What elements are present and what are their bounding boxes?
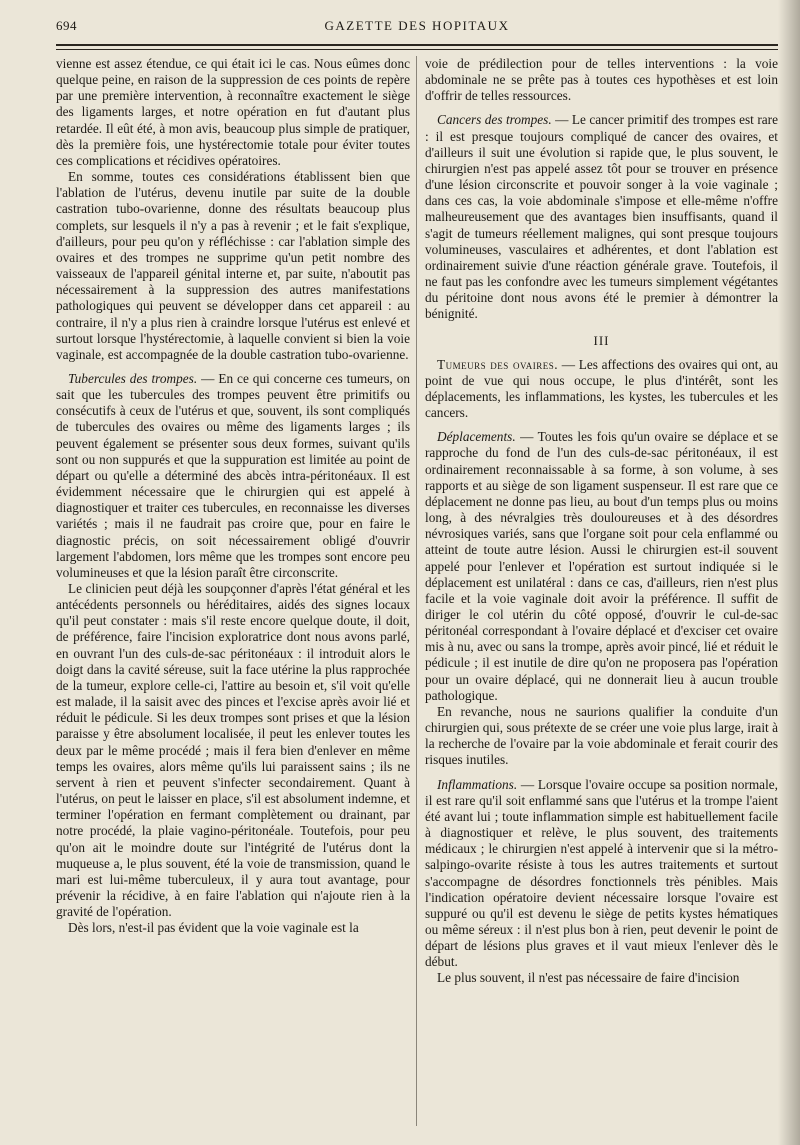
run-in-heading: Inflammations. bbox=[437, 776, 518, 792]
paragraph-body: — Le cancer primitif des trompes est rare : il est presque toujours compliqué de cancer des ovaires, et d'ailleurs il suit une évolution si rapide que, le plus souvent, le chirurgien n'est pas appelé assez tôt pour se trouver en présence d'une lésion circonscrite et pouvoir songer à la voie vaginale ; dans ces cas, la voie abdominale s'impose et elle-même n'offre malheureusement que des avantages bien insuffisants, quand il s'agit de tumeurs réellement malignes, qui sont presque toujours volumineuses, vasculaires et adhérentes, et dont l'ablation est ordinairement suivie d'une réaction générale grave. Toutefois, il ne faut pas les confondre avec les tumeurs simplement végétantes du péritoine dont nous avons été le premier à démontrer la bénignité. bbox=[425, 112, 778, 322]
paragraph: voie de prédilection pour de telles interventions : la voie abdominale ne se prête pas à toutes ces hypothèses et est loin d'offrir de telles ressources. bbox=[425, 56, 778, 104]
paragraph: En revanche, nous ne saurions qualifier la conduite d'un chirurgien qui, sous prétexte de se créer une voie plus large, irait à la recherche de l'ovaire par la voie abdominale et ferait courir des risques inutiles. bbox=[425, 703, 778, 768]
section-number: III bbox=[593, 332, 610, 348]
run-in-heading: Déplacements. bbox=[437, 429, 516, 445]
paragraph-body: — Lorsque l'ovaire occupe sa position normale, il est rare qu'il soit enflammé sans que l'utérus et la trompe l'aient été avant lui ; toute inflammation simple est habituellement facile à diagnostiquer et relève, le plus souvent, des traitements médicaux ; le chirurgien n'est appelé à intervenir que si la métro-salpingo-ovarite résiste à tous les autres traitements et surtout s'accompagne de désordres fonctionnels très pénibles. Mais l'indication opératoire devient nécessaire lorsque l'ovaire est suppuré ou qu'il est devenu le siège de petits kystes hématiques ou même séreux : il n'est plus bon à rien, peut devenir le point de départ de lésions plus graves et il vaut mieux l'enlever dès le début. bbox=[425, 776, 778, 970]
paragraph-deplacements bbox=[425, 429, 778, 704]
page-number: 694 bbox=[56, 18, 77, 33]
header-rule-thin bbox=[56, 49, 778, 50]
paragraph-body: — Les affections des ovaires qui ont, au point de vue qui nous occupe, le plus d'intérêt, sont les déplacements, les inflammations, les kystes, les tubercules et les cancers. bbox=[425, 356, 778, 421]
paragraph: Le clinicien peut déjà les soupçonner d'après l'état général et les antécédents personnels ou héréditaires, aidés des signes locaux qu'il peut constater : mais s'il reste encore quelque doute, il doit, de préférence, faire l'incision exploratrice dont nous avons parlé, en ouvrant l'un des culs-de-sac péritonéaux : il introduit alors le doigt dans la cavité séreuse, suit la face utérine la plus rapprochée de la tumeur, explore celle-ci, l'attire au besoin et, s'il voit qu'elle est malade, il la saisit avec des pinces et l'excise après avoir lié et réduit le pédicule. Si les deux trompes sont prises et que la lésion paraisse y être absolument localisée, il peut les enlever toutes les deux par le même procédé ; mais il fera bien d'enlever en même temps les ovaires, alors même qu'ils lui paraissent sains ; ils ne servent à rien et peuvent s'infecter secondairement. Quant à l'utérus, on peut le laisser en place, s'il est absolument indemne, et terminer l'opération en fermant complètement ou drainant, par notre procédé, la plaie vagino-péritonéale. Toutefois, pour peu qu'on ait le moindre doute sur l'intégrité de l'utérus dont la muqueuse a, le plus souvent, été la voie de transmission, quand le mari est lui-même tuberculeux, il y aura tout avantage, pour prévenir la récidive, à en faire l'ablation qui n'ajoute rien à la gravité de l'opération. bbox=[56, 581, 410, 920]
right-column bbox=[425, 56, 778, 987]
paragraph-tubercules bbox=[56, 371, 410, 581]
page-edge-shadow bbox=[778, 0, 800, 1145]
left-column bbox=[56, 56, 410, 936]
page-header bbox=[56, 14, 778, 40]
paragraph: vienne est assez étendue, ce qui était ici le cas. Nous eûmes donc quelque peine, en raison de la suppression de ces points de repère par une première intervention, à reconnaître exactement le siège des ligaments larges, et notre opération en fut d'autant plus retardée. Il eût été, à mon avis, beaucoup plus simple de pratiquer, dès la première fois, une hystérectomie totale pour éviter toutes ces complications et récidives opératoires. bbox=[56, 56, 410, 168]
paragraph: Le plus souvent, il n'est pas nécessaire de faire d'incision bbox=[437, 970, 740, 986]
paragraph: Dès lors, n'est-il pas évident que la voie vaginale est la bbox=[68, 920, 359, 936]
paragraph-body: — En ce qui concerne ces tumeurs, on sait que les tubercules des trompes peuvent être primitifs ou consécutifs à ceux de l'utérus et que, souvent, ils sont compliqués de tubercules des ovaires ou même des ligaments larges ; ils peuvent également se présenter sous deux formes, suivant qu'ils sont ou non suppurés et que la suppuration est limitée au point de départ ou qu'elle a déterminé des abcès intra-péritonéaux. Il est évidemment nécessaire que le chirurgien qui est appelé à diagnostiquer et traiter ces tubercules, en reconnaisse les diverses variétés ; mais il ne faudrait pas croire que, pour en faire le diagnostic précis, on soit nécessairement obligé d'ouvrir largement l'abdomen, lors même que les trompes sont encore peu volumineuses et que la lésion paraît être circonscrite. bbox=[56, 370, 410, 580]
section-heading: Tumeurs des ovaires. bbox=[437, 356, 559, 372]
header-rule-thick bbox=[56, 44, 778, 46]
paragraph-inflammations bbox=[425, 777, 778, 971]
run-in-heading: Cancers des trompes. bbox=[437, 112, 552, 128]
paragraph-cancers bbox=[425, 112, 778, 322]
paragraph-tumeurs bbox=[425, 357, 778, 422]
journal-title: GAZETTE DES HOPITAUX bbox=[324, 18, 510, 33]
paragraph-body: — Toutes les fois qu'un ovaire se déplace et se rapproche du fond de l'un des culs-de-sac péritonéaux, il est ordinairement reconnaissable à sa forme, à son volume, à ses rapports et au siège de son ligament suspenseur. Il est rare que ce déplacement ne donne pas lieu, au bout d'un temps plus ou moins long, à des névralgies très douloureuses et à des désordres névrosiques variés, sans que l'organe soit pour cela enflammé ou atteint de toute autre lésion. Aussi le chirurgien est-il souvent appelé pour l'enlever et l'opération est surtout indiquée si le déplacement est unilatéral : dans ce cas, d'ailleurs, rien n'est plus facile et la voie vaginale doit avoir la préférence. Il suffit de diriger le col utérin du côté opposé, d'ouvrir le cul-de-sac péritonéal correspondant à l'ovaire déplacé et d'exciser cet ovaire mis à nu, avec ou sans la trompe, après avoir pincé, lié et réduit le pédicule ; il est inutile de dire qu'on ne proposera pas l'opération pour un ovaire déplacé, qui ne donnerait lieu à aucun trouble pathologique. bbox=[425, 429, 778, 703]
column-divider bbox=[416, 56, 417, 1126]
paragraph: En somme, toutes ces considérations établissent bien que l'ablation de l'utérus, devenu inutile par suite de la double castration tubo-ovarienne, donne des résultats beaucoup plus complets, sur lesquels il n'y a pas à revenir ; et le fait s'explique, d'ailleurs, pour peu qu'on y réfléchisse : car l'ablation simple des ovaires et des trompes ne supprime qu'un petit nombre des vaisseaux de l'appareil génital interne et, par suite, n'aboutit pas nécessairement à la suppression des autres manifestations pathologiques qui peuvent se développer dans cet appareil : au contraire, il n'y a plus rien à craindre lorsque l'utérus est enlevé et surtout lorsque l'hystérectomie, à laquelle convient si bien la voie vaginale, est accompagnée de la double castration tubo-ovarienne. bbox=[56, 169, 410, 362]
run-in-heading: Tubercules des trompes. bbox=[68, 370, 198, 386]
